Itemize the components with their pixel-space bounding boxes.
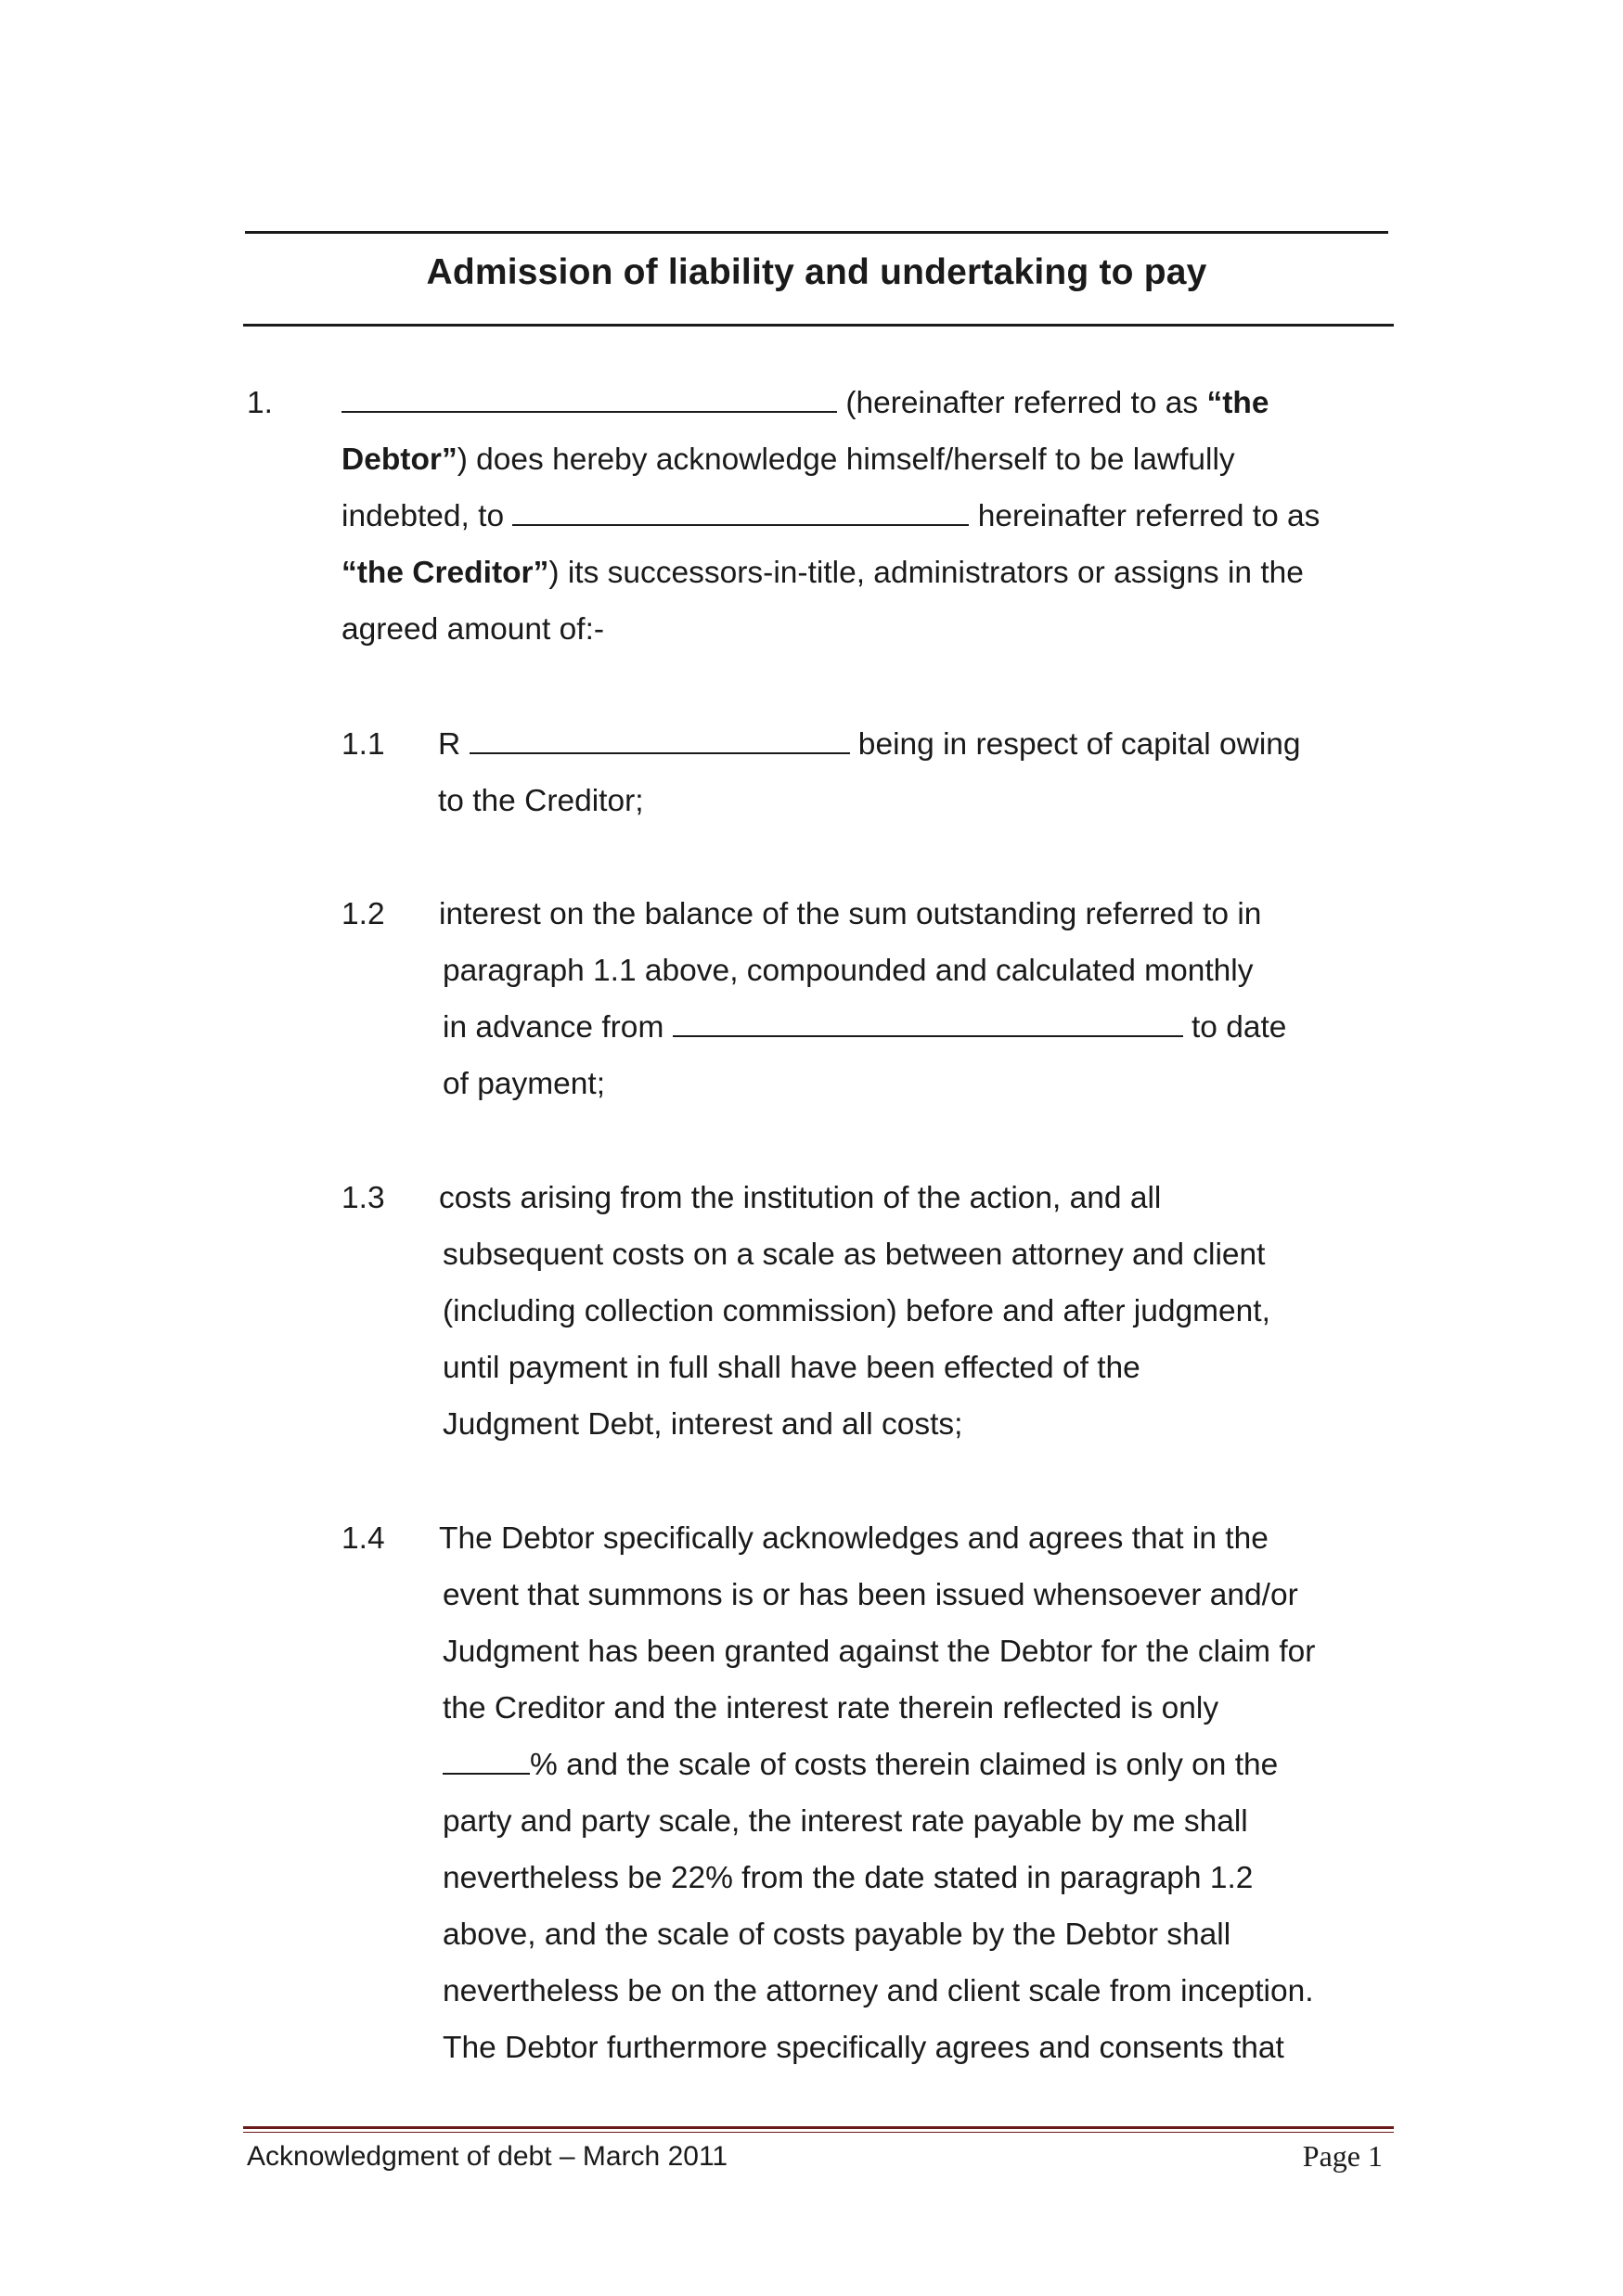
clause-1-4-number: 1.4 xyxy=(341,1521,385,1556)
clause-1-2-number: 1.2 xyxy=(341,897,385,931)
clause-1-number: 1. xyxy=(247,386,273,420)
debtor-name-blank[interactable] xyxy=(341,387,837,413)
interest-rate-blank[interactable] xyxy=(443,1749,530,1775)
clause-1-1-number: 1.1 xyxy=(341,727,385,762)
document-title: Admission of liability and undertaking to pay xyxy=(426,252,1207,292)
interest-start-date-blank[interactable] xyxy=(673,1011,1183,1037)
clause-1-1: R being in respect of capital owing to the Creditor; xyxy=(438,727,1301,818)
clause-1-3: costs arising from the institution of the action, and all subsequent costs on a scale as between attorney and client (including collection commission) before and after judgment, until payment in full shall have been effected of the Judgment Debt, interest and all costs; xyxy=(439,1181,1270,1442)
capital-amount-blank[interactable] xyxy=(470,728,850,754)
clause-1-2: interest on the balance of the sum outstanding referred to in paragraph 1.1 above, compounded and calculated monthly in advance from to date of payment; xyxy=(439,897,1287,1101)
footer-document-name: Acknowledgment of debt – March 2011 xyxy=(247,2141,728,2172)
footer-rule xyxy=(243,2126,1394,2129)
clause-1-4: The Debtor specifically acknowledges and agrees that in the event that summons is or has been issued whensoever and/or Judgment has been granted against the Debtor for the claim for the Creditor and the interest rate therein reflected is only % and the scale of costs therein claimed is only on the party and party scale, the interest rate payable by me shall nevertheless be 22% from the date stated in paragraph 1.2 above, and the scale of costs payable by the Debtor shall nevertheless be on the attorney and client scale from inception. The Debtor furthermore specifically agrees and consents that xyxy=(439,1521,1316,2065)
clause-1: (hereinafter referred to as “the Debtor”) does hereby acknowledge himself/herself to be lawfully indebted, to hereinafter referred to as “the Creditor”) its successors-in-title, administrators or assigns in the agreed amount of:- xyxy=(341,386,1320,647)
footer-rule-thin xyxy=(243,2132,1394,2133)
clause-1-3-number: 1.3 xyxy=(341,1181,385,1215)
top-rule xyxy=(245,231,1388,234)
creditor-name-blank[interactable] xyxy=(512,500,969,526)
footer-page-number: Page 1 xyxy=(1302,2139,1383,2173)
title-bottom-rule xyxy=(243,324,1394,327)
